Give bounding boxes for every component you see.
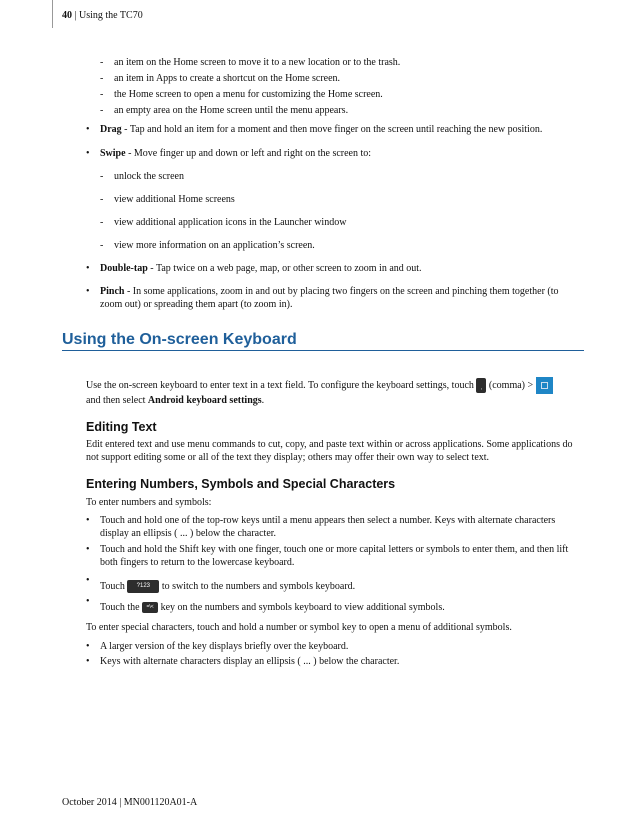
list-item: • Touch and hold one of the top-row keys until a menu appears then select a number. Keys with alternate characters display an ellipsis ( ... ) below the character. xyxy=(86,515,556,539)
list-item: - view additional application icons in the Launcher window xyxy=(100,217,347,228)
bullet-double-tap: • Double-tap - Tap twice on a web page, map, or other screen to zoom in and out. xyxy=(86,263,422,274)
list-item: - an item in Apps to create a shortcut on the Home screen. xyxy=(100,73,341,84)
editing-heading: Editing Text xyxy=(86,420,157,434)
list-item: - view more information on an application’s screen. xyxy=(100,240,315,251)
entering-heading: Entering Numbers, Symbols and Special Characters xyxy=(86,477,396,491)
list-item: - an item on the Home screen to move it to a new location or to the trash. xyxy=(100,57,401,68)
dash-list-1 xyxy=(62,56,582,117)
comma-key-icon: , xyxy=(476,378,486,393)
bullet-pinch: • Pinch - In some applications, zoom in and out by placing two fingers on the screen and pinching them together (to zoom out) or spreading them apart (to zoom in). xyxy=(86,286,559,310)
list-item: • Touch ?123 to switch to the numbers and symbols keyboard. xyxy=(86,575,356,592)
list-item: • Touch and hold the Shift key with one finger, touch one or more capital letters or symbols to enter them, and then lift both fingers to return to the lowercase keyboard. xyxy=(86,544,569,568)
list-item: • Keys with alternate characters display an ellipsis ( ... ) below the character. xyxy=(86,656,400,668)
editing-text: Edit entered text and use menu commands to cut, copy, and paste text within or across applications. Some applications do not support editing some or all of the text they display; others may offer their own way to select text. xyxy=(86,439,573,463)
list-item: - unlock the screen xyxy=(100,171,184,182)
page-footer: October 2014 | MN001120A01-A xyxy=(62,797,198,808)
bullet-swipe: • Swipe - Move finger up and down or left and right on the screen to: xyxy=(86,148,372,159)
symbols-key-icon: =\< xyxy=(142,602,158,613)
keyboard-intro: Use the on-screen keyboard to enter text in a text field. To configure the keyboard settings, touch , (comma) > and then select Android keyboard settings. xyxy=(86,377,582,407)
settings-key-icon xyxy=(536,377,553,394)
bullet-drag: • Drag - Tap and hold an item for a moment and then move finger on the screen until reaching the new position. xyxy=(86,124,543,135)
header-rule xyxy=(52,0,53,28)
list-item: • Touch the =\< key on the numbers and symbols keyboard to view additional symbols. xyxy=(86,596,445,614)
page-content xyxy=(62,56,582,668)
list-item: - view additional Home screens xyxy=(100,194,235,205)
list-item: • A larger version of the key displays briefly over the keyboard. xyxy=(86,641,349,653)
page-number: 40 xyxy=(62,10,72,21)
list-item: - the Home screen to open a menu for customizing the Home screen. xyxy=(100,89,383,100)
list-item: - an empty area on the Home screen until the menu appears. xyxy=(100,105,349,116)
entering-intro: To enter numbers and symbols: xyxy=(86,497,212,508)
header-title: | Using the TC70 xyxy=(74,10,143,21)
page-header xyxy=(62,10,143,21)
special-intro: To enter special characters, touch and hold a number or symbol key to open a menu of additional symbols. xyxy=(86,622,512,634)
section-title: Using the On-screen Keyboard xyxy=(62,331,297,348)
section-rule xyxy=(62,350,584,351)
numbers-key-icon: ?123 xyxy=(127,580,159,593)
dash-list-2 xyxy=(62,170,582,252)
